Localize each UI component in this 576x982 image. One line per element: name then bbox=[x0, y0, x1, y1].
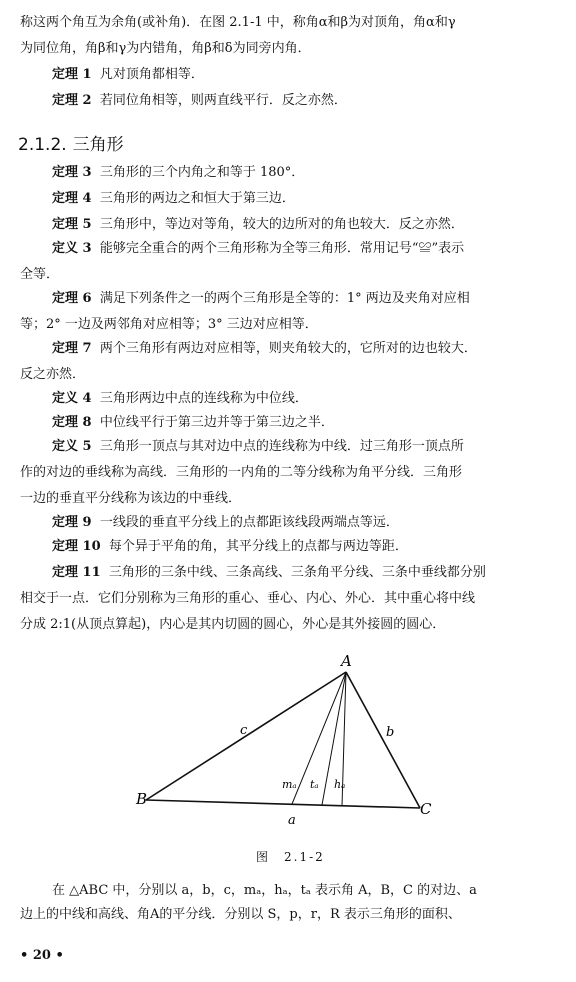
theorem-text: 相交于一点．它们分别称为三角形的重心、垂心、内心、外心．其中重心将中线 bbox=[20, 591, 476, 606]
theorem-line bbox=[52, 390, 556, 407]
theorem-line bbox=[52, 164, 556, 181]
theorem-label: 定义 5 bbox=[52, 439, 92, 454]
vertex-b-label: B bbox=[136, 790, 148, 808]
bisector-label: tₐ bbox=[310, 778, 319, 791]
theorem-line bbox=[20, 316, 556, 333]
intro-line-1: 称这两个角互为余角(或补角)．在图 2.1-1 中，称角α和β为对顶角，角α和γ bbox=[20, 15, 456, 30]
theorem-label: 定理 10 bbox=[52, 539, 101, 554]
page-number: • 20 • bbox=[20, 948, 64, 963]
theorem-text: 一线段的垂直平分线上的点都距该线段两端点等远． bbox=[99, 515, 399, 530]
theorem-text: 凡对顶角都相等． bbox=[99, 67, 204, 82]
theorem-line bbox=[52, 514, 556, 531]
theorem-text: 等；2° 一边及两邻角对应相等；3° 三边对应相等． bbox=[20, 317, 318, 332]
theorem-line bbox=[52, 190, 556, 207]
theorem-label: 定义 3 bbox=[52, 241, 92, 256]
theorem-label: 定理 6 bbox=[52, 291, 92, 306]
theorem-label: 定理 2 bbox=[52, 93, 92, 108]
theorem-line bbox=[52, 340, 556, 357]
theorem-line bbox=[52, 438, 556, 455]
theorem-text: 全等． bbox=[20, 267, 60, 282]
theorem-line bbox=[20, 590, 556, 607]
theorem-line bbox=[20, 266, 556, 283]
theorem-text: 能够完全重合的两个三角形称为全等三角形．常用记号“≌”表示 bbox=[99, 241, 465, 256]
theorem-text: 三角形的三条中线、三条高线、三条角平分线、三条中垂线都分别 bbox=[108, 565, 486, 580]
side-b-label: b bbox=[386, 725, 395, 740]
median-label: mₐ bbox=[282, 778, 297, 791]
triangle-figure bbox=[120, 648, 450, 832]
theorem-text: 每个异于平角的角，其平分线上的点都与两边等距． bbox=[108, 539, 408, 554]
theorem-line bbox=[52, 538, 556, 555]
triangle-diagram bbox=[120, 648, 450, 832]
theorem-label: 定理 5 bbox=[52, 217, 92, 232]
intro-line-2: 为同位角，角β和γ为内错角，角β和δ为同旁内角． bbox=[20, 41, 311, 56]
theorem-label: 定理 9 bbox=[52, 515, 92, 530]
side-c-label: c bbox=[240, 723, 248, 738]
theorem-line bbox=[20, 366, 556, 383]
theorem-label: 定理 11 bbox=[52, 565, 101, 580]
side-a bbox=[146, 800, 420, 808]
theorem-text: 三角形中，等边对等角，较大的边所对的角也较大．反之亦然． bbox=[99, 217, 464, 232]
theorem-label: 定义 4 bbox=[52, 391, 92, 406]
section-title: 三角形 bbox=[72, 135, 124, 155]
theorem-text: 分成 2:1(从顶点算起)，内心是其内切圆的圆心，外心是其外接圆的圆心． bbox=[20, 617, 446, 632]
theorem-text: 若同位角相等，则两直线平行．反之亦然． bbox=[99, 93, 347, 108]
section-number: 2.1.2. bbox=[18, 135, 67, 155]
theorem-1 bbox=[52, 66, 556, 83]
theorem-text: 三角形的两边之和恒大于第三边． bbox=[99, 191, 295, 206]
theorem-text: 一边的垂直平分线称为该边的中垂线． bbox=[20, 491, 242, 506]
altitude-label: hₐ bbox=[334, 778, 346, 791]
closing-line-1: 在 △ABC 中，分别以 a，b，c，mₐ，hₐ，tₐ 表示角 A，B，C 的对边、a bbox=[52, 883, 477, 898]
theorem-line bbox=[52, 414, 556, 431]
theorem-label: 定理 8 bbox=[52, 415, 92, 430]
vertex-c-label: C bbox=[420, 800, 432, 818]
theorem-text: 三角形一顶点与其对边中点的连线称为中线．过三角形一顶点所 bbox=[99, 439, 464, 454]
theorem-label: 定理 3 bbox=[52, 165, 92, 180]
theorem-text: 反之亦然． bbox=[20, 367, 86, 382]
theorem-line bbox=[20, 490, 556, 507]
theorem-label: 定理 7 bbox=[52, 341, 92, 356]
theorem-line bbox=[52, 290, 556, 307]
theorem-2 bbox=[52, 92, 556, 109]
theorem-label: 定理 4 bbox=[52, 191, 92, 206]
theorem-line bbox=[52, 240, 556, 257]
side-a-label: a bbox=[288, 813, 296, 828]
theorem-line bbox=[52, 564, 556, 581]
theorem-text: 三角形的三个内角之和等于 180°． bbox=[99, 165, 305, 180]
theorem-line bbox=[20, 616, 556, 633]
theorem-text: 作的对边的垂线称为高线．三角形的一内角的二等分线称为角平分线．三角形 bbox=[20, 465, 463, 480]
theorem-text: 三角形两边中点的连线称为中位线． bbox=[99, 391, 308, 406]
theorem-text: 满足下列条件之一的两个三角形是全等的：1° 两边及夹角对应相 bbox=[99, 291, 470, 306]
theorem-text: 中位线平行于第三边并等于第三边之半． bbox=[99, 415, 334, 430]
theorem-text: 两个三角形有两边对应相等，则夹角较大的，它所对的边也较大． bbox=[99, 341, 477, 356]
closing-line-2: 边上的中线和高线、角A的平分线．分别以 S，p，r，R 表示三角形的面积、 bbox=[20, 907, 461, 922]
theorem-line bbox=[52, 216, 556, 233]
theorem-label: 定理 1 bbox=[52, 67, 92, 82]
figure-caption: 图 2.1-2 bbox=[256, 850, 325, 864]
vertex-a-label: A bbox=[341, 652, 352, 670]
section-heading bbox=[18, 130, 124, 155]
theorem-line bbox=[20, 464, 556, 481]
side-b bbox=[346, 672, 420, 808]
